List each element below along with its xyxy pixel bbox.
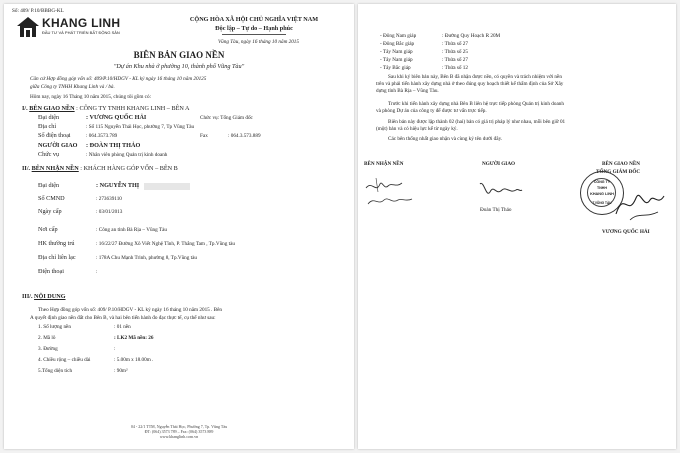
party-a-value: : CÔNG TY TNHH KHANG LINH – BÊN A <box>76 105 190 112</box>
boundary-4-label: - Tây Nam giáp <box>380 57 413 63</box>
giver-title: NGƯỜI GIAO <box>482 161 516 167</box>
party-a-addr-value: : Số 115 Nguyễn Thái Học, phường 7, Tp Vũng Tàu <box>86 124 195 130</box>
basis-line-2: giữa Công ty TNHH Khang Linh và / bà. <box>30 84 115 90</box>
para-b-line-1: Trước khi tiến hành xây dựng nhà Bên B liên hệ trực tiếp phòng Quản trị kinh doanh <box>388 101 564 107</box>
receiver-signature-icon <box>362 174 422 210</box>
basis-line-1: Căn cứ Hợp đồng góp vốn số: 409/P.10/HDGV - KL ký ngày 16 tháng 10 năm 20125 <box>30 76 207 82</box>
boundary-1-label: - Đông Nam giáp <box>380 33 417 39</box>
party-a-addr-label: Địa chỉ <box>38 123 57 130</box>
footer-website: www.khanglinh.com.vn <box>159 434 199 440</box>
party-a-label: BÊN GIAO NỀN <box>29 105 75 112</box>
item-1-value: : 01 nền <box>114 324 131 330</box>
party-a-fax-label: Fax <box>200 133 208 139</box>
giver-signature-icon <box>476 176 524 204</box>
party-b-residence-label: HK thường trú <box>38 240 75 247</box>
company-logo-icon <box>16 16 40 38</box>
document-title: BIÊN BẢN GIAO NỀN <box>133 50 225 60</box>
document-page-1 <box>4 4 354 449</box>
item-2-label: 2. Mã lô <box>38 335 56 341</box>
boundary-2-value: : Thửa số 27 <box>442 41 468 47</box>
party-a-heading <box>22 106 190 112</box>
party-b-phone-label: Điện thoại <box>38 268 64 275</box>
para-c-line-1: Biên bản này được lập thành 02 (hai) bản có giá trị pháp lý như nhau, mỗi bên giữ 01 <box>388 119 566 125</box>
party-b-rep-label: Đại diện <box>38 182 60 189</box>
party-a-position: Chức vụ: Tổng Giám đốc <box>200 115 253 121</box>
party-b-residence-value: : 16/22/27 Đường Xô Viết Nghệ Tĩnh, P. Thắng Tam , Tp.Vũng tàu <box>96 241 235 247</box>
party-a-fax-value: : 064.3.573.889 <box>228 133 261 139</box>
national-header-line1: CỘNG HÒA XÃ HỘI CHỦ NGHĨA VIỆT NAM <box>189 16 319 23</box>
place-date: Vũng Tàu, ngày 16 tháng 10 năm 2015 <box>218 39 299 45</box>
company-tagline: ĐẦU TƯ VÀ PHÁT TRIỂN BẤT ĐỘNG SẢN <box>42 30 120 35</box>
giver-pos-value: : Nhân viên phòng Quản trị kinh doanh <box>86 152 168 158</box>
party-b-contact-label: Địa chỉ liên lạc <box>38 254 76 261</box>
party-a-phone-label: Số điện thoại <box>38 132 71 139</box>
party-a-phone-value: : 064.3573.789 <box>86 133 118 139</box>
footer-phone: ĐT: (064) 3573 789 – Fax: (064) 3573 889 <box>144 429 214 435</box>
redacted-name-box <box>144 183 190 190</box>
para-a-line-2: trên và phải tiến hành xây dựng nhà ở theo đúng quy hoạch thiết kế thẩm định của Sở Xây <box>376 81 564 87</box>
item-4-label: 4. Chiều rộng – chiều dài <box>38 357 91 363</box>
national-header-line2: Độc lập – Tự do – Hạnh phúc <box>215 25 293 32</box>
boundary-4-value: : Thửa số 27 <box>442 57 468 63</box>
stamp-bottom-text: T.VŨNG TÀU <box>592 201 612 205</box>
boundary-1-value: : Đường Quy Hoạch R 20M <box>442 33 501 39</box>
party-b-rep-value: : NGUYỄN THỊ <box>96 182 140 189</box>
party-b-id-value: : 273639110 <box>96 196 122 202</box>
party-b-issue-date-label: Ngày cấp <box>38 208 62 215</box>
giver-value: : ĐOÀN THỊ THẢO <box>86 142 141 149</box>
party-b-id-label: Số CMND <box>38 195 65 202</box>
stamp-top-text: CÔNG TY <box>593 180 611 184</box>
stamp-brand-text: KHANG LINH <box>590 192 614 196</box>
party-b-issue-date-value: : 03/01/2013 <box>96 209 123 215</box>
boundary-5-value: : Thửa số 12 <box>442 65 468 71</box>
item-1-label: 1. Số lượng nền <box>38 324 71 330</box>
para-a-line-1: Sau khi ký biên bản này, Bên B đã nhận được nền, có quyền và trách nhiệm với nền <box>388 74 562 80</box>
content-para-1: Theo Hợp đồng góp vốn số: 409/ P.10/HDGV - KL ký ngày 16 tháng 10 năm 2015 . Bên <box>38 307 223 313</box>
party-b-contact-value: : 178A Chu Mạnh Trinh, phường 8, Tp.Vũng tàu <box>96 255 198 261</box>
receiver-title: BÊN NHẬN NỀN <box>364 161 404 167</box>
para-c-line-3: Các bên thống nhất giao nhận và cùng ký tên dưới đây. <box>388 136 503 142</box>
content-label: NỘI DUNG <box>34 293 66 300</box>
boundary-5-label: - Tây Bắc giáp <box>380 65 411 71</box>
company-brand: KHANG LINH <box>42 16 121 30</box>
party-b-value: : KHÁCH HÀNG GÓP VỐN – BÊN B <box>80 165 178 172</box>
document-page-2 <box>358 4 676 449</box>
item-3-label: 3. Đường <box>38 346 58 352</box>
content-para-2: A quyết định giao nền đất cho Bên B, và hai bên tiến hành đo đạc thực tế, cụ thể như sau: <box>30 315 216 321</box>
director-title: TỔNG GIÁM ĐỐC <box>596 169 641 175</box>
party-b-phone-value: : <box>96 269 98 275</box>
party-b-issue-place-value: : Công an tỉnh Bà Rịa – Vũng Tàu <box>96 227 167 233</box>
giver-label: NGƯỜI GIAO <box>38 142 78 149</box>
item-5-label: 5.Tổng diện tích <box>38 368 73 374</box>
director-name: VƯƠNG QUỐC HẢI <box>602 229 650 235</box>
party-a-rep-label: Đại diện <box>38 114 60 121</box>
footer-address: 04 - 22/1 TTM, Nguyễn Thái Học, Phường 7, Tp. Vũng Tàu <box>130 424 228 429</box>
party-a-num: I/. <box>22 105 28 112</box>
header-divider <box>222 34 286 35</box>
content-heading <box>22 294 66 300</box>
para-a-line-3: dựng tỉnh Bà Rịa – Vũng Tàu. <box>376 88 439 94</box>
meeting-line: Hôm nay, ngày 16 Tháng 10 năm 2015, chúng tôi gồm có: <box>30 94 152 100</box>
company-footer <box>94 424 264 440</box>
item-3-value: : <box>114 346 116 352</box>
item-2-value: : LK2 Mã nền: 26 <box>114 335 154 341</box>
item-5-value: : 90m² <box>114 368 128 374</box>
party-a-rep-value: : VƯƠNG QUỐC HẢI <box>86 114 147 121</box>
content-num: III/. <box>22 293 33 300</box>
giver-name: Đoàn Thị Thảo <box>480 207 512 213</box>
stamp-mid-text: TNHH <box>597 186 607 190</box>
para-b-line-2: và phòng Dự án của công ty để được tư vấn trực tiếp. <box>376 108 487 114</box>
boundary-2-label: - Đông Bắc giáp <box>380 41 415 47</box>
para-c-line-2: (một) bản và có hiệu lực kể từ ngày ký. <box>376 126 458 132</box>
party-b-num: II/. <box>22 165 31 172</box>
party-b-issue-place-label: Nơi cấp <box>38 226 58 233</box>
director-signature-icon <box>610 184 666 224</box>
item-4-value: : 5.00m x 18.00m . <box>114 357 154 363</box>
document-subtitle: "Dự án Khu nhà ở phường 10, thành phố Vũng Tàu" <box>113 63 245 70</box>
party-b-heading <box>22 166 178 172</box>
boundary-3-label: - Tây Nam giáp <box>380 49 413 55</box>
party-b-label: BÊN NHẬN NỀN <box>31 165 79 172</box>
giver-pos-label: Chức vụ <box>38 151 60 158</box>
document-number: Số: 409/ P.10/BBBG-KL <box>12 8 64 14</box>
boundary-3-value: : Thửa số 25 <box>442 49 468 55</box>
side-a-title: BÊN GIAO NỀN <box>602 161 641 167</box>
